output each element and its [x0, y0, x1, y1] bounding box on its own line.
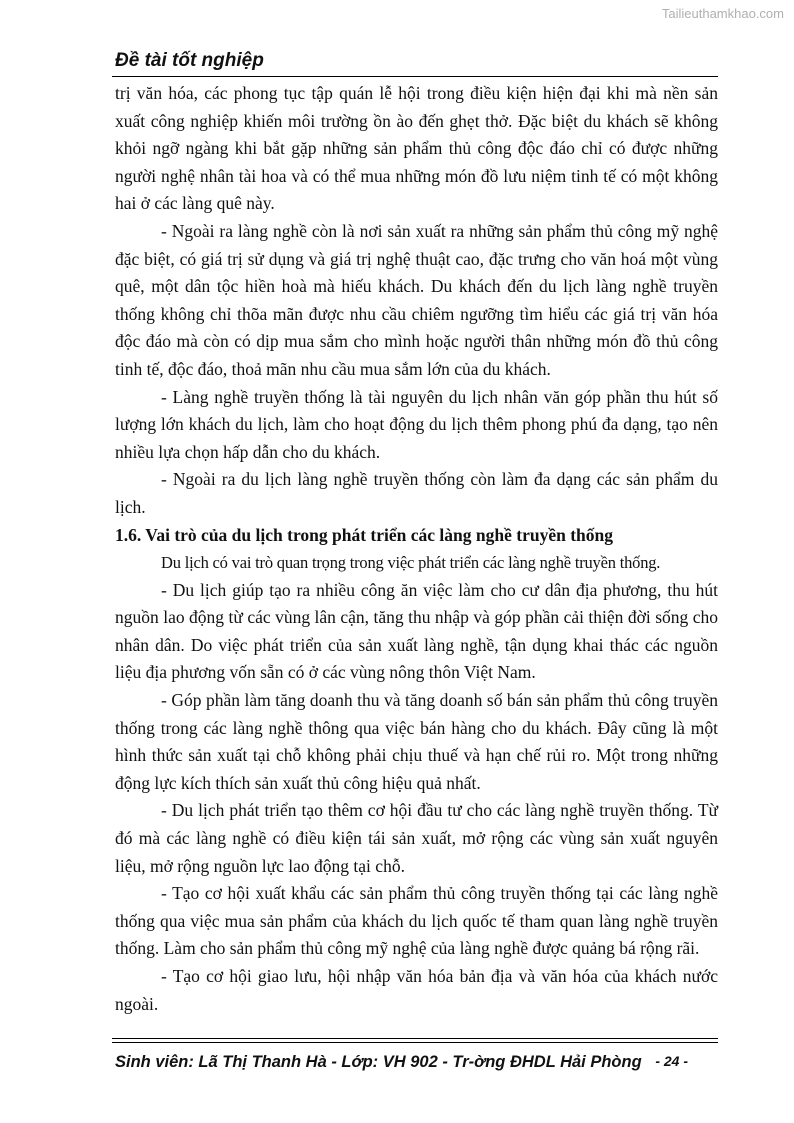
paragraph-7: - Góp phần làm tăng doanh thu và tăng doanh số bán sản phẩm thủ công truyền thống trong các làng nghề thông qua việc bán hàng cho du khách. Đây cũng là một hình thức sản xuất tại chỗ không phải chịu thuế và hạn chế rủi ro. Một trong những động lực kích thích sản xuất thủ công hiệu quả nhất. — [115, 690, 718, 793]
footer-rule-bottom — [112, 1042, 718, 1043]
paragraph-2: - Ngoài ra làng nghề còn là nơi sản xuất ra những sản phẩm thủ công mỹ nghệ đặc biệt, có giá trị sử dụng và giá trị nghệ thuật cao, đặc trưng cho văn hoá một vùng quê, một dân tộc hiền hoà mà hiếu khách. Du khách đến du lịch làng nghề truyền thống không chỉ thõa mãn được nhu cầu chiêm ngưỡng tìm hiểu các giá trị văn hóa độc đáo mà còn có dịp mua sắm cho mình hoặc người thân những món đồ thủ công tinh tế, độc đáo, thoả mãn nhu cầu mua sắm lớn của du khách. — [115, 220, 718, 379]
paragraph-10: - Tạo cơ hội giao lưu, hội nhập văn hóa bản địa và văn hóa của khách nước ngoài. — [115, 966, 718, 1014]
page-header-title: Đề tài tốt nghiệp — [115, 50, 264, 71]
paragraph-3: - Làng nghề truyền thống là tài nguyên du lịch nhân văn góp phần thu hút số lượng lớn khách du lịch, làm cho hoạt động du lịch thêm phong phú đa dạng, tạo nên nhiều lựa chọn hấp dẫn cho du khách. — [115, 386, 718, 462]
paragraph-8: - Du lịch phát triển tạo thêm cơ hội đầu tư cho các làng nghề truyền thống. Từ đó mà các làng nghề có điều kiện tái sản xuất, mở rộng các vùng sản xuất nguyên liệu, mở rộng nguồn lực lao động tại chỗ. — [115, 800, 718, 876]
paragraph-1: trị văn hóa, các phong tục tập quán lễ hội trong điều kiện hiện đại khi mà nền sản xuất công nghiệp khiến môi trường ồn ào đến ghẹt thở. Đặc biệt du khách sẽ không khỏi ngỡ ngàng khi bắt gặp những sản phẩm thủ công độc đáo chỉ có được những người nghệ nhân tài hoa và có thể mua những món đồ lưu niệm tinh tế có một không hai ở các làng quê này. — [115, 83, 718, 214]
header-rule — [112, 76, 718, 77]
paragraph-6: - Du lịch giúp tạo ra nhiều công ăn việc làm cho cư dân địa phương, thu hút nguồn lao động từ các vùng lân cận, tăng thu nhập và góp phần cải thiện đời sống cho nhân dân. Do việc phát triển của sản xuất làng nghề, tận dụng khai thác các nguồn liệu địa phương vốn sẵn có ở các vùng nông thôn Việt Nam. — [115, 579, 718, 683]
section-heading: 1.6. Vai trò của du lịch trong phát triển các làng nghề truyền thống — [115, 524, 613, 545]
paragraph-5: Du lịch có vai trò quan trọng trong việc phát triển các làng nghề truyền thống. — [161, 553, 661, 573]
footer-text: Sinh viên: Lã Thị Thanh Hà - Lớp: VH 902 - Tr-ờng ĐHDL Hải Phòng — [115, 1053, 642, 1071]
document-body — [115, 80, 718, 1018]
watermark: Tailieuthamkhao.com — [661, 6, 784, 21]
page-number: - 24 - — [655, 1053, 688, 1069]
paragraph-4: - Ngoài ra du lịch làng nghề truyền thống còn làm đa dạng các sản phẩm du lịch. — [115, 469, 718, 517]
footer-rule-top — [112, 1038, 718, 1039]
page-footer — [115, 1053, 718, 1072]
paragraph-9: - Tạo cơ hội xuất khẩu các sản phẩm thủ công truyền thống tại các làng nghề thống qua việc mua sản phẩm của khách du lịch quốc tế tham quan làng nghề truyền thống. Làm cho sản phẩm thủ công mỹ nghệ của làng nghề được quảng bá rộng rãi. — [115, 883, 718, 959]
